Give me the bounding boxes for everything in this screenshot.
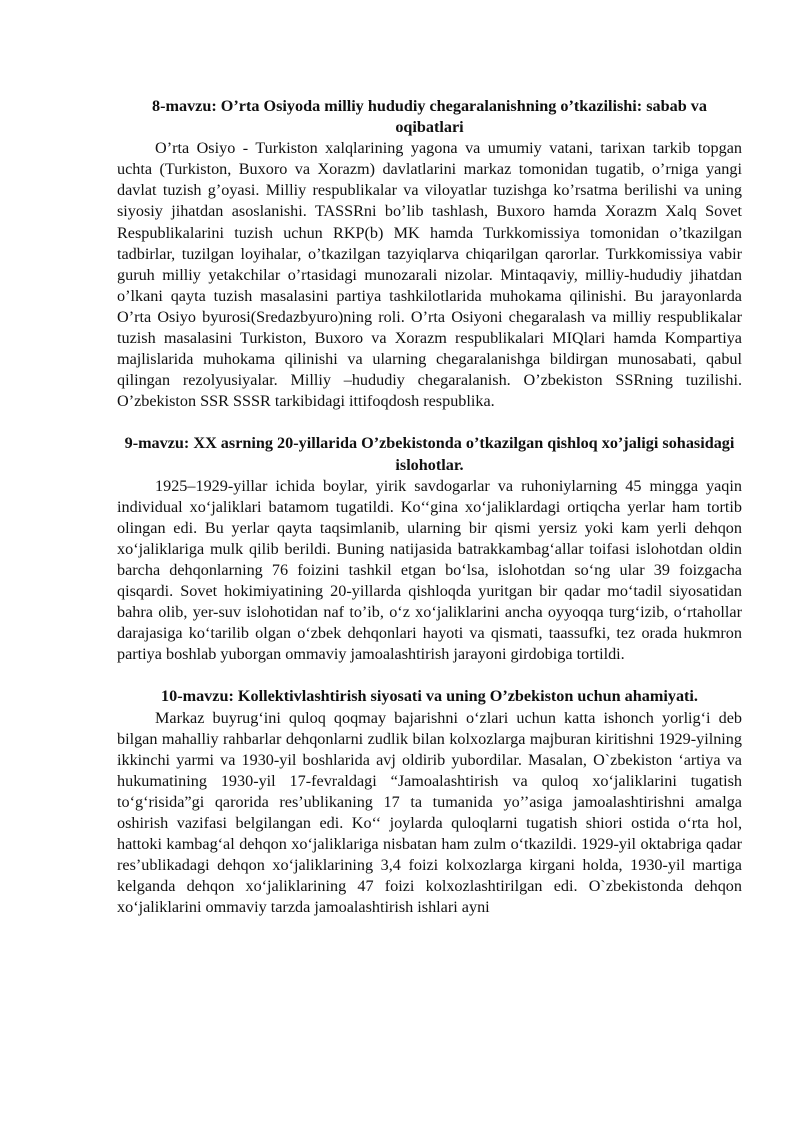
topic-8-section — [117, 96, 742, 412]
topic-9-paragraph: 1925–1929-yillar ichida boylar, yirik savdogarlar va ruhoniylarning 45 mingga yaqin individual xo‘jaliklari batamom tugatildi. Ko‘‘gina xo‘jaliklardagi ortiqcha yerlar ham tortib olingan edi. Bu yerlar qayta taqsimlanib, ularning bir qismi yersiz yoki kam yerli dehqon xo‘jaliklariga mulk qilib berildi. Buning natijasida batrakkambag‘allar toifasi islohotdan oldin barcha dehqonlarning 76 foizini tashkil etgan bo‘lsa, islohotdan so‘ng ular 39 foizgacha qisqardi. Sovet hokimiyatining 20-yillarda qishloqda yuritgan bir qadar mo‘tadil siyosatidan bahra olib, yer-suv islohotidan naf to’ib, o‘z xo‘jaliklarini ancha oyyoqqa turg‘izib, o‘rtahollar darajasiga ko‘tarilib olgan o‘zbek dehqonlari hayoti va qismati, taassufki, tez orada hukmron partiya boshlab yuborgan ommaviy jamoalashtirish jarayoni girdobiga tortildi. — [117, 476, 742, 664]
topic-8-paragraph: O’rta Osiyo - Turkiston xalqlarining yagona va umumiy vatani, tarixan tarkib topgan uchta (Turkiston, Buxoro va Xorazm) davlatlarini markaz tomonidan tugatib, o’rniga yangi davlat tuzish g’oyasi. Milliy respublikalar va viloyatlar tuzishga ko’rsatma berilishi va uning siyosiy jihatdan asoslanishi. TASSRni bo’lib tashlash, Buxoro hamda Xorazm Xalq Sovet Respublikalarini tuzish uchun RKP(b) MK hamda Turkkomissiya tomonidan o’tkazilgan tadbirlar, tuzilgan loyihalar, o’tkazilgan tazyiqlarva chiqarilgan qarorlar. Turkkomissiya vabir guruh milliy yetakchilar o’rtasidagi munozarali nizolar. Mintaqaviy, milliy-hududiy jihatdan o’lkani qayta tuzish masalasini partiya tashkilotlarida muhokama qilinishi. Bu jarayonlarda O’rta Osiyo byurosi(Sredazbyuro)ning roli. O’rta Osiyoni chegaralash va milliy respublikalar tuzish masalasini Turkiston, Buxoro va Xorazm respublikalari MIQlari hamda Kompartiya majlislarida muhokama qilinishi va ularning chegaralanishga bildirgan munosabati, qabul qilingan rezolyusiyalar. Milliy –hududiy chegaralanish. O’zbekiston SSRning tuzilishi. O’zbekiston SSR SSSR tarkibidagi ittifoqdosh respublika. — [117, 139, 742, 411]
topic-10-section — [117, 686, 742, 918]
topic-8-heading: 8-mavzu: O’rta Osiyoda milliy hududiy chegaralanishning o’tkazilishi: sabab va oqibatlari — [152, 97, 707, 137]
topic-9-section — [117, 433, 742, 665]
document-body — [117, 96, 742, 918]
topic-10-heading: 10-mavzu: Kollektivlashtirish siyosati va uning O’zbekiston uchun ahamiyati. — [161, 687, 698, 706]
topic-9-heading: 9-mavzu: XX asrning 20-yillarida O’zbekistonda o’tkazilgan qishloq xo’jaligi sohasidagi islohotlar. — [124, 434, 735, 474]
topic-10-paragraph: Markaz buyrug‘ini quloq qoqmay bajarishni o‘zlari uchun katta ishonch yorlig‘i deb bilgan mahalliy rahbarlar dehqonlarni zudlik bilan kolxozlarga majburan kiritishni 1929-yilning ikkinchi yarmi va 1930-yil boshlarida avj oldirib yubordilar. Masalan, O`zbekiston ‘artiya va hukumatining 1930-yil 17-fevraldagi “Jamoalashtirish va quloq xo‘jaliklarini tugatish to‘g‘risida”gi qarorida res’ublikaning 17 ta tumanida yo’’asiga jamoalashtirishni amalga oshirish vazifasi belgilangan edi. Ko‘‘ joylarda quloqlarni tugatish shiori ostida o‘rta hol, hattoki kambag‘al dehqon xo‘jaliklariga nisbatan ham zulm o‘tkazildi. 1929-yil oktabriga qadar res’ublikadagi dehqon xo‘jaliklarining 3,4 foizi kolxozlarga kirgani holda, 1930-yil martiga kelganda dehqon xo‘jaliklarining 47 foizi kolxozlashtirilgan edi. O`zbekistonda dehqon xo‘jaliklarini ommaviy tarzda jamoalashtirish ishlari ayni — [117, 708, 742, 917]
